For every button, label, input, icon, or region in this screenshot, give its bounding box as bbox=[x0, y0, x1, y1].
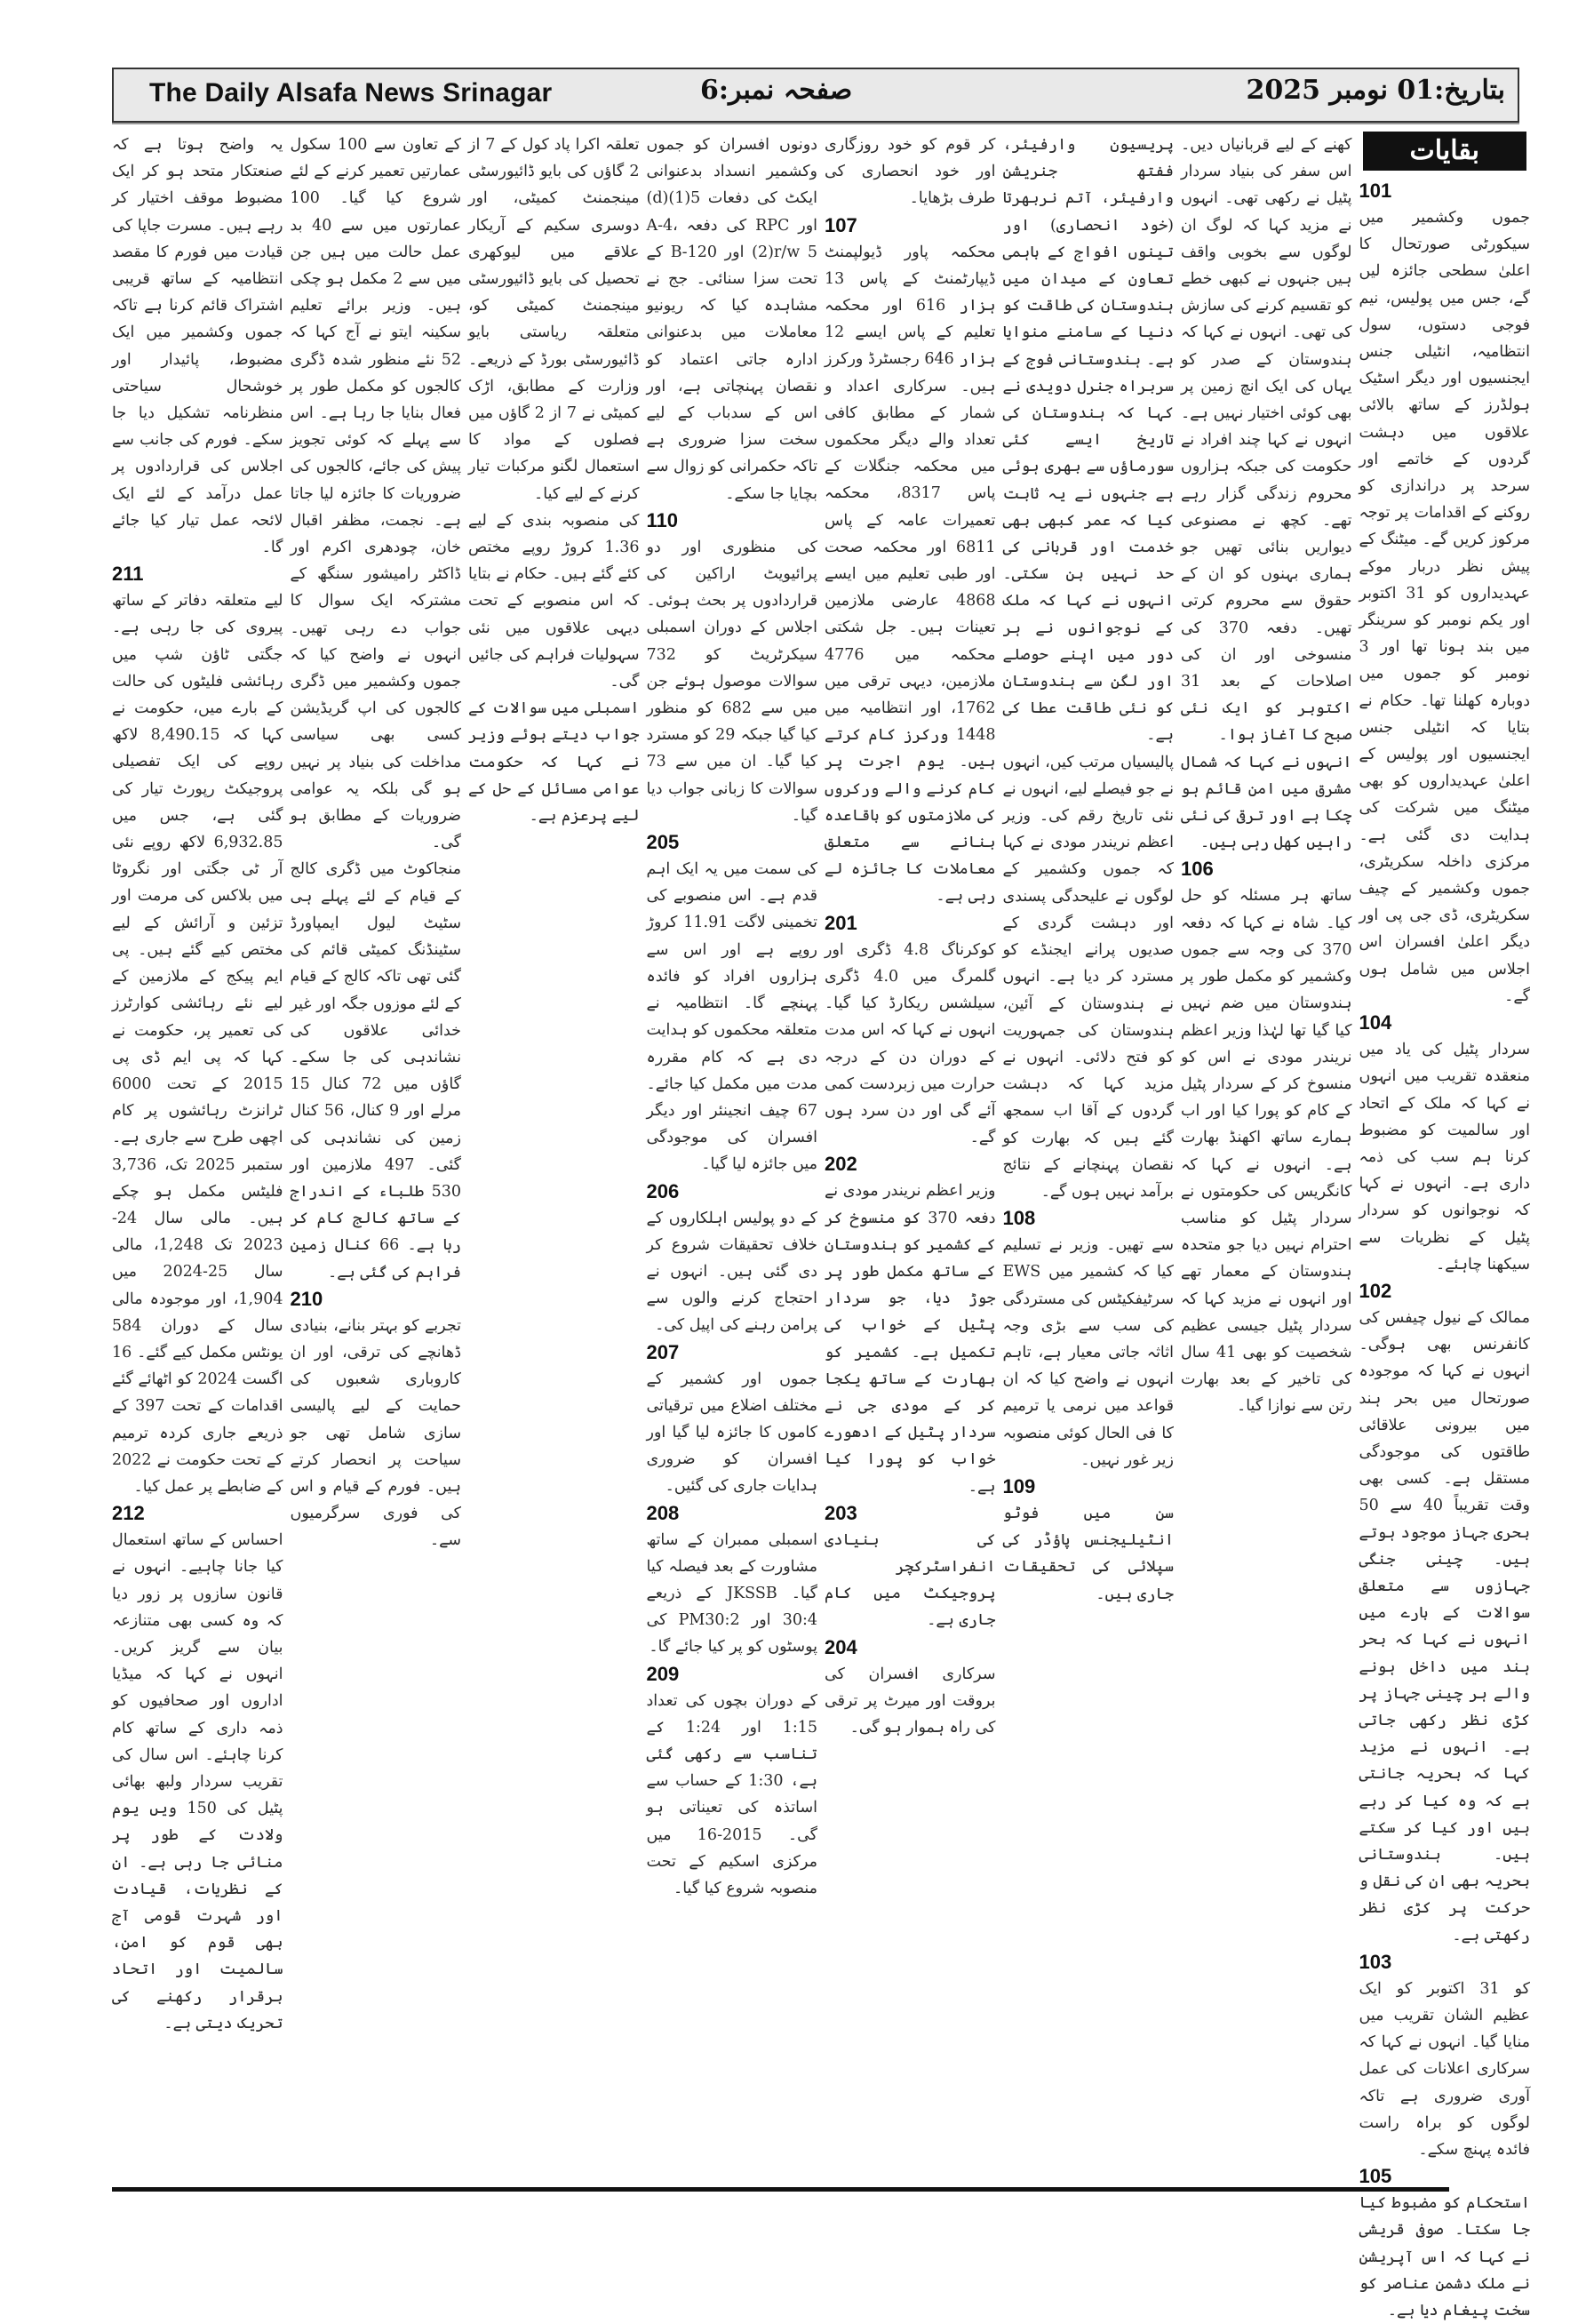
story-text: منجاکوٹ میں ڈگری کالج کے قیام کے لئے پہلے ہی سٹیٹ لیول ایمپاورڈ سٹینڈنگ کمیٹی قائم کی گئی تھی تاکہ کالج کے قیام کے لئے موزوں جگہ اور غیر خدائی علاقوں کی نشاندہی کی جا سکے۔ گاؤں میں 72 کنال 15 مرلے اور 9 کنال، 56 کنال زمین کی نشاندہی کی گئی۔ 497 ملازمین اور 530 طلباء کے اندراج کے ساتھ کالج کام کر رہا ہے۔ 66 کنال زمین فراہم کی گئی ہے۔ bbox=[290, 860, 462, 1282]
story-number: 211 bbox=[112, 563, 144, 586]
story-text: اسمبلی ممبران کے ساتھ مشاورت کے بعد فیصلہ کیا گیا۔ JKSSB کے ذریعے 30:4 اور PM30:2 کی پوسٹوں کو پر کیا جائے گا۔ bbox=[646, 1530, 818, 1657]
story-text: کوکرناگ 4.8 ڈگری اور گلمرگ میں 4.0 ڈگری سیلشس ریکارڈ کیا گیا۔ انہوں نے کہا کہ اس مدت کے دوران دن کے درجہ حرارت میں زبردست کمی آئے گی اور دن سرد ہوں گے۔ bbox=[825, 940, 996, 1147]
story-text: کے تعاون سے 100 سکول عمارتیں تعمیر کرنے کے لئے شروع کیا گیا۔ 100 عمارتوں میں سے 40 بد عمل حالت میں ہیں جن میں سے 2 مکمل ہو چکی ہیں۔ وزیر برائے تعلیم سکینہ ایتو نے آج کہا کہ 52 نئے منظور شدہ ڈگری کالجوں کو مکمل طور پر فعال بنایا جا رہا ہے۔ اس سے پہلے کہ کوئی تجویز پیش کی جائے، کالجوں کی ضروریات کا جائزہ لیا جاتا ہے۔ نجمت، مظفر اقبال خان، چودھری اکرم اور ڈاکٹر رامیشور سنگھ کے مشترکہ ایک سوال کا جواب دے رہی تھیں۔ انہوں نے واضح کیا کہ جموں وکشمیر میں ڈگری کالجوں کی اپ گریڈیشن کسی بھی سیاسی مداخلت کی بنیاد پر نہیں ہو گی بلکہ یہ عوامی ضروریات کے مطابق ہو گی۔ bbox=[290, 136, 462, 852]
story-text: کی سمت میں یہ ایک اہم قدم ہے۔ اس منصوبے کی تخمینی لاگت 11.91 کروڑ روپے ہے اور اس سے ہزاروں افراد کو فائدہ پہنچے گا۔ انتظامیہ نے متعلقہ محکموں کو ہدایت دی ہے کہ کام مقررہ مدت میں مکمل کیا جائے۔ 67 چیف انجینئر اور دیگر افسران کی موجودگی میں جائزہ لیا گیا۔ bbox=[646, 860, 817, 1174]
story-number: 202 bbox=[825, 1153, 857, 1176]
story-text: پریسیون وارفیئر، ففتھ جنریشن وارفیئر، آتم نربھرتا (خود انحصاری) اور تینوں افواج کے باہمی تعاون کے میدان میں ہندوستان کی طاقت کو دنیا کے سامنے منوایا ہے۔ ہندوستانی فوج کے سربراہ جنرل دویدی نے کہا کہ ہندوستان کی تاریخ ایسے کئی سورماؤں سے بھری ہوئی ہے جنہوں نے یہ ثابت کیا کہ عمر کبھی بھی خدمت اور قربانی کی حد نہیں بن سکتی۔ انہوں نے کہا کہ ملک کے نوجوانوں نے ہر دور میں اپنے حوصلے اور لگن سے ہندوستان کو نئی طاقت عطا کی ہے۔ bbox=[1002, 136, 1174, 745]
column-3 bbox=[1003, 132, 1175, 2184]
story-text: احساس کے ساتھ استعمال کیا جانا چاہیے۔ انہوں نے قانون سازوں پر زور دیا کہ وہ کسی بھی متنازعہ بیان سے گریز کریں۔ انہوں نے کہا کہ میڈیا اداروں اور صحافیوں کو ذمہ داری کے ساتھ کام کرنا چاہئے۔ اس سال کی تقریب سردار ولبھ بھائی پٹیل کی 150 ویں یوم ولادت کے طور پر منائی جا رہی ہے۔ ان کے نظریات، قیادت اور شہرت قومی آج بھی قوم کو امن، سالمیت اور اتحاد برقرار رکھنے کی تحریک دیتی ہے۔ bbox=[112, 1531, 283, 2033]
story-text: لیے متعلقہ دفاتر کے ساتھ پیروی کی جا رہی ہے۔ جگتی ٹاؤن شپ میں رہائشی فلیٹوں کی حالت کے بارے میں، حکومت نے کہا کہ 8,490.15 لاکھ روپے کی ایک تفصیلی پروجیکٹ رپورٹ تیار کی گئی ہے، جس میں 6,932.85 لاکھ روپے نئی آر ٹی جگتی اور نگروٹا میں بلاکس کی مرمت اور تزئین و آرائش کے لیے مختص کیے گئے ہیں۔ پی ایم پیکج کے ملازمین کے لیے نئے رہائشی کوارٹرز کی تعمیر پر، حکومت نے کہا کہ پی ایم ڈی پی 2015 کے تحت 6000 ٹرانزٹ رہائشوں پر کام اچھی طرح سے جاری ہے۔ ستمبر 2025 تک، 3,736 فلیٹس مکمل ہو چکے ہیں۔ مالی سال 24-2023 تک 1,248، مالی سال 25-2024 میں 1,904، اور موجودہ مالی سال کے دوران 584 یونٹس مکمل کیے گئے۔ 16 اگست 2024 کو اٹھائے گئے اقدامات کے تحت 397 کے ذریعے جاری کردہ ترمیم کے تحت حکومت نے 2022 کے ضابطے پر عمل کیا۔ bbox=[112, 592, 283, 1496]
story-text: وزیر اعظم نریندر مودی نے دفعہ 370 کو منسوخ کر کے کشمیر کو ہندوستان کے ساتھ مکمل طور پر جوڑ دیا، جو سردار پٹیل کے خواب کی تکمیل ہے۔ کشمیر کو بھارت کے ساتھ یکجا کر کے مودی جی نے سردار پٹیل کے ادھورے خواب کو پورا کیا ہے۔ bbox=[825, 1182, 996, 1496]
story-text: سن میں فوٹو انٹیلیجنس پاؤڈر کی سپلائی کی تحقیقات جاری ہیں۔ bbox=[1002, 1504, 1174, 1603]
column-8 bbox=[112, 132, 283, 2184]
story-text: تعلقہ اکرا پاد کول کے 7 از 2 گاؤں کی بایو ڈائیورسٹی مینجمنٹ کمیٹی، اور دوسری سکیم کے آریکار علاقے میں لیوکھری تحصیل کی بایو ڈائیورسٹی مینجمنٹ کمیٹی کو، متعلقہ ریاستی بایو ڈائیورسٹی بورڈ کے ذریعے۔ وزارت کے مطابق، اڑک کمیٹی نے 7 از 2 گاؤں میں فصلوں کے مواد کا استعمال لگنو مرکبات تیار کرنے کے لیے کیا۔ bbox=[468, 136, 640, 503]
story-text: انہوں نے کہا کہ شمال مشرق میں امن قائم ہو چکا ہے اور ترقی کی نئی راہیں کھل رہی ہیں۔ bbox=[1181, 753, 1352, 852]
column-2 bbox=[1181, 132, 1352, 2184]
story-text: جموں وکشمیر میں سیکورٹی صورتحال کا اعلیٰ سطحی جائزہ لیں گے، جس میں پولیس، نیم فوجی دستوں، سول انتظامیہ، انٹیلی جنس ایجنسیوں اور دیگر اسٹیک ہولڈرز کے ساتھ بالائی علاقوں میں دہشت گردوں کے خاتمے اور سرحد پر دراندازی کو روکنے کے اقدامات پر توجہ مرکوز کریں گے۔ میٹنگ کے پیش نظر دربار موکے عہدیداروں کو 31 اکتوبر اور یکم نومبر کو سرینگر میں بند ہونا تھا اور 3 نومبر کو جموں میں دوبارہ کھلنا تھا۔ حکام نے بتایا کہ انٹیلی جنس ایجنسیوں اور پولیس کے اعلیٰ عہدیداروں کو بھی میٹنگ میں شرکت کی ہدایت دی گئی ہے۔ مرکزی داخلہ سکریٹری، جموں وکشمیر کے چیف سکریٹری، ڈی جی پی اور دیگر اعلیٰ افسران اس اجلاس میں شامل ہوں گے۔ bbox=[1359, 209, 1530, 1005]
article-columns bbox=[112, 132, 1531, 2320]
story-number: 208 bbox=[646, 1501, 680, 1524]
story-text: یہ واضح ہوتا ہے کہ صنعتکار متحد ہو کر ایک مضبوط موقف اختیار کر رہے ہیں۔ مسرت جاپا کی قیادت میں فورم کا مقصد انتظامیہ کے ساتھ قریبی اشتراک قائم کرنا ہے تاکہ جموں وکشمیر میں ایک مضبوط، پائیدار اور خوشحال سیاحتی منظرنامہ تشکیل دیا جا سکے۔ فورم کی جانب سے اجلاس کی قراردادوں پر عمل درآمد کے لئے ایک لائحہ عمل تیار کیا جائے گا۔ bbox=[112, 136, 283, 557]
story-text: کو 31 اکتوبر کو ایک عظیم الشان تقریب میں منایا گیا۔ انہوں نے کہا کہ سرکاری اعلانات کی عمل آوری ضروری ہے تاکہ لوگوں کو براہ راست فائدہ پہنچ سکے۔ bbox=[1359, 1979, 1531, 2160]
story-number: 105 bbox=[1359, 2165, 1392, 2188]
section-heading-baqiyat: بقایات bbox=[1363, 132, 1527, 171]
story-number: 207 bbox=[646, 1340, 680, 1363]
story-number: 109 bbox=[1002, 1474, 1036, 1497]
date-label: بتاریخ:01 نومبر 2025 bbox=[1246, 75, 1505, 106]
story-text: سے تھیں۔ وزیر نے تسلیم کیا کہ کشمیر میں EWS سرٹیفکیٹس کی مستردگی کی سب سے بڑی وجہ اثاثہ جاتی معیار ہے، تاہم انہوں نے واضح کیا کہ ان قواعد میں نرمی یا ترمیم کا فی الحال کوئی منصوبہ زیر غور نہیں۔ bbox=[1002, 1236, 1174, 1469]
story-text: ساتھ ہر مسئلہ کو حل کیا۔ شاہ نے کہا کہ دفعہ 370 کی وجہ سے جموں وکشمیر کو مکمل طور پر ہندوستان میں ضم نہیں کیا گیا تھا لہٰذا وزیر اعظم نریندر مودی نے اس کو منسوخ کر کے سردار پٹیل کے کام کو پورا کیا اور اب ہمارے ساتھ اکھنڈ بھارت ہے۔ انہوں نے کہا کہ کانگریس کی حکومتوں نے سردار پٹیل کو مناسب احترام نہیں دیا جو متحدہ ہندوستان کے معمار تھے اور انہوں نے مزید کہا کہ سردار پٹیل جیسی عظیم شخصیت کو بھی 41 سال کی تاخیر کے بعد بھارت رتن سے نوازا گیا۔ bbox=[1181, 887, 1352, 1416]
story-number: 106 bbox=[1181, 858, 1214, 881]
story-number: 210 bbox=[290, 1287, 323, 1310]
page-number-label: صفحہ نمبر:6 bbox=[700, 75, 853, 106]
story-text: استحکام کو مضبوط کیا جا سکتا۔ صوفی قریشی نے کہا کہ اس آپریشن نے ملک دشمن عناصر کو سخت پیغام دیا ہے۔ bbox=[1359, 2194, 1530, 2320]
story-number: 203 bbox=[825, 1501, 857, 1524]
story-text: اسمبلی میں سوالات کے جواب دیتے ہوئے وزیر نے کہا کہ حکومت عوامی مسائل کے حل کے لیے پرعزم ہے۔ bbox=[468, 699, 640, 826]
story-text: کی منصوبہ بندی کے لیے 1.36 کروڑ روپے مختص کئے گئے ہیں۔ حکام نے بتایا کہ اس منصوبے کے تحت دیہی علاقوں میں نئی سہولیات فراہم کی جائیں گی۔ bbox=[468, 511, 640, 691]
story-text: سردار پٹیل کی یاد میں منعقدہ تقریب میں انہوں نے کہا کہ ملک کے اتحاد اور سالمیت کو مضبوط کرنا ہم سب کی ذمہ داری ہے۔ انہوں نے کہا کہ نوجوانوں کو سردار پٹیل کے نظریات سے سیکھنا چاہئے۔ bbox=[1359, 1041, 1530, 1274]
story-text: کھنے کے لیے قربانیاں دیں۔ اس سفر کی بنیاد سردار پٹیل نے رکھی تھی۔ انہوں نے مزید کہا کہ لوگ ان لوگوں سے بخوبی واقف ہیں جنہوں نے کبھی خطے کو تقسیم کرنے کی سازش کی تھی۔ انہوں نے کہا کہ ہندوستان کے صدر کو یہاں کی ایک انچ زمین پر بھی کوئی اختیار نہیں ہے۔ انہوں نے کہا چند افراد نے حکومت کی جبکہ ہزاروں محروم زندگی گزار رہے تھے۔ کچھ نے مصنوعی دیواریں بنائی تھیں جو ہماری بہنوں کو ان کے حقوق سے محروم کرتی تھیں۔ دفعہ 370 کی منسوخی اور ان کی اصلاحات کے بعد 31 اکتوبر کو ایک نئی صبح کا آغاز ہوا۔ bbox=[1181, 136, 1352, 745]
story-number: 205 bbox=[646, 831, 680, 854]
story-text: کے دوران بچوں کی تعداد 1:15 اور 1:24 کے تناسب سے رکھی گئی ہے، 1:30 کے حساب سے اساتذہ کی تعیناتی ہو گی۔ 2015-16 میں مرکزی اسکیم کے تحت منصوبہ شروع کیا گیا۔ bbox=[646, 1691, 817, 1897]
story-text: کر قوم کو خود روزگاری اور خود انحصاری کی طرف بڑھایا۔ bbox=[825, 136, 996, 208]
newspaper-title: The Daily Alsafa News Srinagar bbox=[149, 78, 553, 108]
story-number: 107 bbox=[825, 213, 857, 236]
story-text: پالیسیاں مرتب کیں، انہوں نے جو فیصلے لیے، انہوں نے نئی تاریخ رقم کی۔ وزیر اعظم نریندر مودی نے کہا کہ جموں وکشمیر کے لوگوں نے علیحدگی پسندی اور دہشت گردی کے صدیوں پرانے ایجنڈے کو مسترد کر دیا ہے۔ انہوں نے ہندوستان کے آئین، ہندوستان کی جمہوریت کو فتح دلائی۔ انہوں نے مزید کہا کہ دہشت گردوں کے آقا اب سمجھ گئے ہیں کہ بھارت کو نقصان پہنچانے کے نتائج برآمد نہیں ہوں گے۔ bbox=[1002, 753, 1174, 1201]
story-number: 209 bbox=[646, 1662, 680, 1685]
story-number: 204 bbox=[825, 1635, 857, 1658]
story-number: 104 bbox=[1359, 1011, 1392, 1034]
story-number: 110 bbox=[646, 508, 678, 531]
story-number: 102 bbox=[1359, 1279, 1392, 1302]
story-text: کے دو پولیس اہلکاروں کے خلاف تحقیقات شروع کر دی گئی ہیں۔ انہوں نے احتجاج کرنے والوں سے پرامن رہنے کی اپیل کی۔ bbox=[646, 1209, 817, 1335]
column-4 bbox=[825, 132, 996, 2184]
story-text: دونوں افسران کو جموں وکشمیر انسداد بدعنوانی ایکٹ کی دفعات 5(1)(d) اور RPC کی دفعہ A-4، (2)r/w 5 اور 120-B کے تحت سزا سنائی۔ جج نے مشاہدہ کیا کہ ریونیو معاملات میں بدعنوانی ادارہ جاتی اعتماد کو نقصان پہنچاتی ہے، اور اس کے سدباب کے لیے سخت سزا ضروری ہے تاکہ حکمرانی کو زوال سے بچایا جا سکے۔ bbox=[646, 136, 818, 503]
story-number: 201 bbox=[825, 911, 857, 934]
column-6 bbox=[468, 132, 640, 2184]
column-5 bbox=[647, 132, 818, 2184]
story-number: 103 bbox=[1359, 1950, 1392, 1973]
story-text: کی بنیادی انفراسٹرکچر پروجیکٹ میں کام جاری ہے۔ bbox=[825, 1530, 996, 1630]
story-text: تجربے کو بہتر بنانے، بنیادی ڈھانچے کی ترقی، اور ان کاروباری شعبوں کی حمایت کے لیے پالیسی سازی شامل تھی جو سیاحت پر انحصار کرتے ہیں۔ فورم کے قیام و اس کی فوری سرگرمیوں سے۔ bbox=[290, 1316, 461, 1550]
column-7 bbox=[291, 132, 462, 2184]
bottom-rule bbox=[112, 2187, 1449, 2192]
story-text: جموں اور کشمیر کے مختلف اضلاع میں ترقیاتی کاموں کا جائزہ لیا گیا اور افسران کو ضروری ہدایات جاری کی گئیں۔ bbox=[646, 1370, 817, 1496]
story-text: محکمہ پاور ڈیولپمنٹ ڈیپارٹمنٹ کے پاس 13 ہزار 616 اور محکمہ تعلیم کے پاس ایسے 12 ہزار 646 رجسٹرڈ ورکرز ہیں۔ سرکاری اعداد و شمار کے مطابق کافی تعداد والے دیگر محکموں میں محکمہ جنگلات کے پاس 8317، محکمہ تعمیرات عامہ کے پاس 6811 اور محکمہ صحت اور طبی تعلیم میں ایسے 4868 عارضی ملازمین تعینات ہیں۔ جل شکتی محکمہ میں 4776 ملازمین، دیہی ترقی میں 1762، اور انتظامیہ میں 1448 ورکرز کام کرتے ہیں۔ یوم اجرت پر کام کرنے والے ورکروں کی ملازمتوں کو باقاعدہ بنانے سے متعلق معاملات کا جائزہ لے رہی ہے۔ bbox=[825, 243, 996, 906]
story-text: سرکاری افسران کی بروقت اور میرٹ پر ترقی کی راہ ہموار ہو گی۔ bbox=[825, 1665, 996, 1737]
column-1 bbox=[1359, 132, 1531, 2320]
masthead bbox=[112, 68, 1519, 123]
story-text: ممالک کے نیول چیفس کی کانفرنس بھی ہوگی۔ انہوں نے کہا کہ موجودہ صورتحال میں بحر ہند میں بیرونی علاقائی طاقتوں کی موجودگی مستقل ہے۔ کسی بھی وقت تقریباً 40 سے 50 بحری جہاز موجود ہوتے ہیں۔ چینی جنگی جہازوں سے متعلق سوالات کے بارے میں انہوں نے کہا کہ بحر ہند میں داخل ہونے والے ہر چینی جہاز پر کڑی نظر رکھی جاتی ہے۔ انہوں نے مزید کہا کہ بحریہ جانتی ہے کہ وہ کیا کر رہے ہیں اور کیا کر سکتے ہیں۔ ہندوستانی بحریہ بھی ان کی نقل و حرکت پر کڑی نظر رکھتی ہے۔ bbox=[1359, 1308, 1530, 1945]
story-number: 206 bbox=[646, 1179, 680, 1202]
story-text: کی منظوری اور دو پرائیویٹ اراکین کی قراردادوں پر بحث ہوئی۔ اجلاس کے دوران اسمبلی سیکرٹریٹ کو 732 سوالات موصول ہوئے جن میں سے 682 کو منظور کیا گیا جبکہ 29 کو مسترد کیا گیا۔ ان میں سے 73 سوالات کا زبانی جواب دیا گیا۔ bbox=[646, 538, 817, 825]
story-number: 108 bbox=[1002, 1207, 1036, 1230]
story-number: 101 bbox=[1359, 180, 1392, 202]
story-number: 212 bbox=[112, 1502, 145, 1525]
